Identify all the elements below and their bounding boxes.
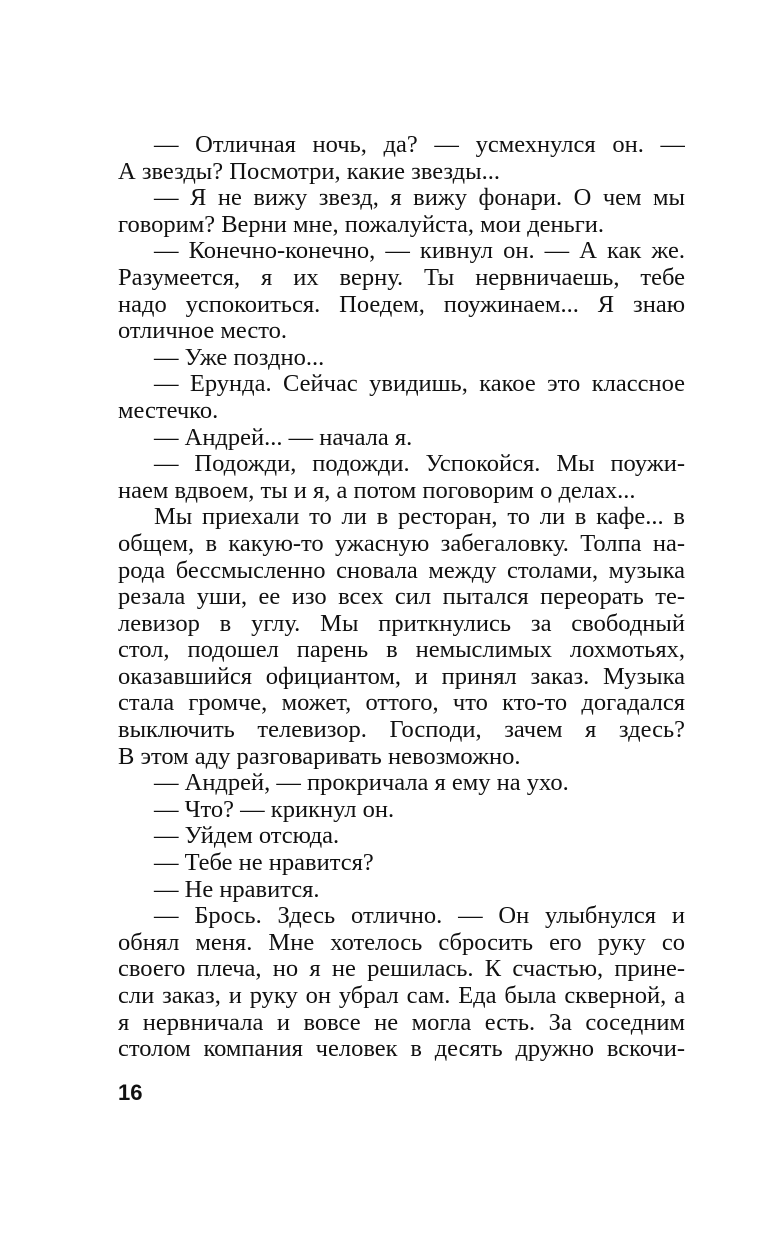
text-line: общем, в какую-то ужасную забегаловку. Толпа на- [118,530,685,557]
text-line: — Андрей, — прокричала я ему на ухо. [154,770,569,797]
text-line: резала уши, ее изо всех сил пытался переорать те- [118,584,685,611]
text-line: отличное место. [118,318,287,345]
text-line: — Подожди, подожди. Успокойся. Мы поужи- [154,451,685,478]
text-line: стала громче, может, оттого, что кто-то догадался [118,690,685,717]
text-line: А звезды? Посмотри, какие звезды... [118,158,500,185]
text-line: надо успокоиться. Поедем, поужинаем... Я знаю [118,291,685,318]
page-number: 16 [118,1080,143,1105]
text-line: левизор в углу. Мы приткнулись за свободный [118,610,685,637]
text-line: — Уйдем отсюда. [154,823,340,850]
text-line: — Я не вижу звезд, я вижу фонари. О чем мы [154,185,685,212]
text-line: — Не нравится. [154,876,320,903]
text-line: — Уже поздно... [154,344,325,371]
text-line: своего плеча, но я не решилась. К счастью, прине- [118,956,685,983]
text-line: оказавшийся официантом, и принял заказ. Музыка [118,663,685,690]
text-line: — Конечно-конечно, — кивнул он. — А как же. [154,238,685,265]
text-line: — Отличная ночь, да? — усмехнулся он. — [154,132,685,158]
text-line: — Ерунда. Сейчас увидишь, какое это классное [154,371,685,398]
body-text [118,132,685,1063]
text-line: наем вдвоем, ты и я, а потом поговорим о делах... [118,477,636,504]
text-line: Разумеется, я их верну. Ты нервничаешь, тебе [118,264,685,291]
text-line: — Андрей... — начала я. [154,424,413,451]
text-line: обнял меня. Мне хотелось сбросить его руку со [118,929,685,956]
text-line: местечко. [118,397,219,424]
text-line: Мы приехали то ли в ресторан, то ли в кафе... в [154,504,685,531]
text-line: В этом аду разговаривать невозможно. [118,743,521,770]
text-line: выключить телевизор. Господи, зачем я здесь? [118,717,685,744]
text-line: — Что? — крикнул он. [154,796,395,823]
text-line: столом компания человек в десять дружно вскочи- [118,1036,685,1063]
text-line: я нервничала и вовсе не могла есть. За соседним [118,1009,685,1036]
text-line: — Тебе не нравится? [154,850,374,877]
text-line: сли заказ, и руку он убрал сам. Еда была скверной, а [118,983,685,1009]
text-line: — Брось. Здесь отлично. — Он улыбнулся и [154,903,685,930]
text-line: стол, подошел парень в немыслимых лохмотьях, [118,637,685,664]
text-line: говорим? Верни мне, пожалуйста, мои деньги. [118,211,605,238]
text-line: рода бессмысленно сновала между столами, музыка [118,557,685,584]
